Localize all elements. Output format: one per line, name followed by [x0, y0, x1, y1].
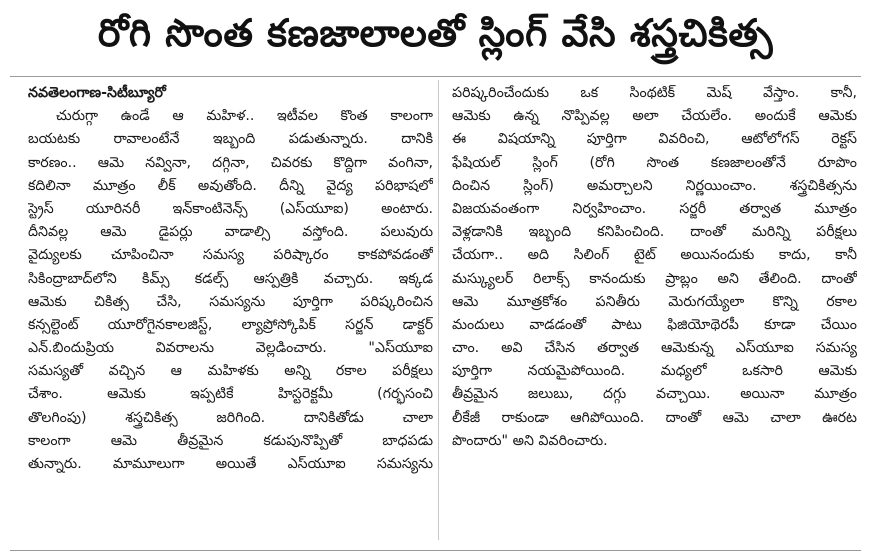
- article-line: ఈ విషయాన్ని పూర్తిగా వివరించి, ఆటోలోగస్ రెక్టస్: [452, 131, 857, 148]
- article-line: కన్సల్టెంట్ యూరోగైనకాలజిస్ట్, ల్యాప్రోస్కోపిక్ సర్జన్ డాక్టర్: [28, 316, 433, 333]
- article-column-left: [28, 82, 433, 476]
- article-line: పొందారు" అని వివరించారు.: [452, 432, 608, 449]
- article-line: మస్క్యులర్ రిలాక్స్ కానందుకు ప్రాబ్లం అని తేలింది. దాంతో: [452, 270, 857, 287]
- article-line: పరిష్కరించేందుకు ఒక సింథటిక్ మెష్ వేస్తాం. కానీ,: [452, 85, 857, 101]
- article-line: కారణం.. ఆమె నవ్వినా, దగ్గినా, చివరకు కొద్దిగా వంగినా,: [28, 154, 433, 171]
- article-headline: రోగి సొంత కణజాలాలతో స్లింగ్ వేసి శస్త్రచికిత్స: [97, 11, 774, 55]
- article-line: సికింద్రాబాద్‌లోని కిమ్స్ కడల్స్ ఆస్పత్రికి వచ్చారు. ఇక్కడ: [28, 270, 433, 287]
- article-line: వైద్యులకు చూపించినా సమస్య పరిష్కారం కాకపోవడంతో: [28, 247, 433, 264]
- article-line: దీనివల్ల ఆమె డైపర్లు వాడాల్సి వస్తోంది. పలువురు: [28, 224, 433, 241]
- article-line: ఎన్.బిందుప్రియ వివరాలను వెల్లడించారు. "ఎస్‌యూఐ: [28, 340, 433, 357]
- footer-rule: [10, 550, 861, 551]
- article-line: పూర్తిగా నయమైపోయింది. మధ్యలో ఒకసారి ఆమెకు: [452, 363, 857, 380]
- article-line: చురుగ్గా ఉండే ఆ మహిళ.. ఇటీవల కొంత కాలంగా: [56, 108, 433, 125]
- article-line: ఆమె మూత్రకోశం పనితీరు మెరుగయ్యేలా కొన్ని రకాల: [452, 293, 857, 310]
- article-line: లీకేజీ రాకుండా ఆగిపోయింది. దాంతో ఆమె చాలా ఊరట: [452, 409, 857, 426]
- article-line: తొలగింపు) శస్త్రచికిత్స జరిగింది. దానికితోడు చాలా: [28, 409, 433, 426]
- article-line: సమస్యతో వచ్చిన ఆ మహిళకు అన్ని రకాల పరీక్షలు: [28, 363, 433, 380]
- article-line: కదిలినా మూత్రం లీక్ అవుతోంది. దీన్ని వైద్య పరిభాషలో: [28, 177, 433, 194]
- article-line: వెళ్లడానికి ఇబ్బంది కనిపించింది. దాంతో మరిన్ని పరీక్షలు: [452, 224, 857, 241]
- article-line: తున్నారు. మామూలుగా అయితే ఎస్‌యూఐ సమస్యను: [28, 456, 433, 472]
- article-line: ఆమెకు ఉన్న నొప్పివల్ల అలా చేయలేం. అందుకే ఆమెకు: [452, 108, 857, 125]
- article-line: స్ట్రెస్ యూరినరీ ఇన్‌కాంటినెన్స్ (ఎస్‌యూఐ) అంటారు.: [28, 200, 433, 217]
- article-line: బయటకు రావాలంటేనే ఇబ్బంది పడుతున్నారు. దానికి: [28, 131, 433, 148]
- article-line: ఆమెకు చికిత్స చేసి, సమస్యను పూర్తిగా పరిష్కరించిన: [28, 293, 433, 310]
- headline-rule: [10, 76, 861, 77]
- article-line: కాలంగా ఆమె తీవ్రమైన కడుపునొప్పితో బాధపడు: [28, 432, 433, 449]
- article-line: చేశాం. ఆమెకు ఇప్పటికే హిస్టరెక్టమీ (గర్భసంచి: [28, 386, 433, 403]
- article-byline: నవతెలంగాణ-సిటీబ్యూరో: [28, 85, 166, 101]
- article-line: ఫేషియల్ స్లింగ్ (రోగి సొంత కణజాలంతోనే రూపొం: [452, 154, 857, 171]
- article-column-right: [452, 82, 857, 453]
- article-line: చేయగా.. అది సిలింగ్ టైట్ అయినందుకు కాదు, కానీ: [452, 247, 857, 264]
- article-line: దించిన స్లింగ్) అమర్చాలని నిర్ణయించాం. శస్త్రచికిత్సను: [452, 177, 857, 194]
- article-line: చాం. అవి చేసిన తర్వాత ఆమెకున్న ఎస్‌యూఐ సమస్య: [452, 340, 857, 357]
- article-line: మందులు వాడడంతో పాటు ఫిజియోథెరపీ కూడా చేయిం: [452, 316, 857, 333]
- article-line: విజయవంతంగా నిర్వహించాం. సర్జరీ తర్వాత మూత్రం: [452, 200, 857, 217]
- column-divider: [438, 80, 439, 540]
- article-line: తీవ్రమైన జలుబు, దగ్గు వచ్చాయి. అయినా మూత్రం: [452, 386, 857, 403]
